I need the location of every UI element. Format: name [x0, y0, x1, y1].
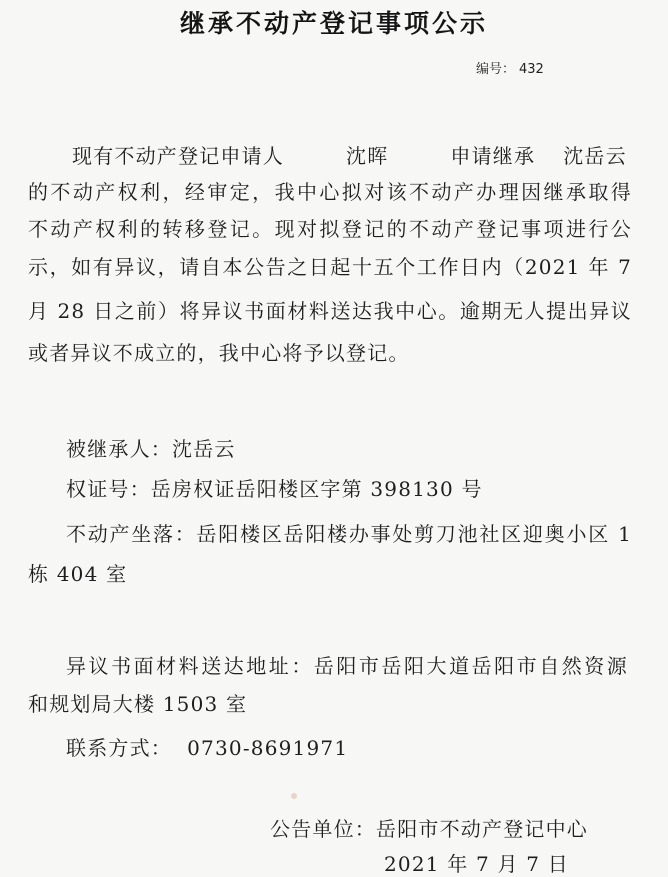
- certificate-field: 权证号：岳房权证岳阳楼区字第 398130 号: [66, 477, 483, 501]
- objection-address-line-2: 和规划局大楼 1503 室: [28, 692, 248, 716]
- applicant-name: 沈晖: [346, 144, 389, 168]
- decedent-inline: 沈岳云: [563, 144, 627, 168]
- location-field-line-2: 栋 404 室: [28, 562, 128, 586]
- body-prefix: 现有不动产登记申请人: [72, 144, 284, 168]
- body-line-3: 不动产权利的转移登记。现对拟登记的不动产登记事项进行公: [28, 217, 632, 241]
- body-line-4: 示，如有异议，请自本公告之日起十五个工作日内（2021 年 7: [28, 255, 632, 279]
- issue-date: 2021 年 7 月 7 日: [384, 852, 569, 876]
- body-mid: 申请继承: [450, 144, 536, 168]
- body-line-2: 的不动产权利，经审定，我中心拟对该不动产办理因继承取得: [28, 180, 632, 204]
- faint-stamp-mark: [291, 793, 297, 799]
- serial-label: 编号：: [476, 62, 516, 77]
- body-line-6: 或者异议不成立的，我中心将予以登记。: [28, 341, 410, 365]
- serial-value: 432: [519, 62, 544, 77]
- body-line-1: [72, 140, 632, 169]
- objection-address-line-1: 异议书面材料送达地址：岳阳市岳阳大道岳阳市自然资源: [66, 654, 628, 678]
- document-title: 继承不动产登记事项公示: [179, 9, 488, 38]
- contact-field: 联系方式： 0730-8691971: [66, 736, 349, 760]
- location-field-line-1: 不动产坐落：岳阳楼区岳阳楼办事处剪刀池社区迎奥小区 1: [66, 522, 632, 546]
- decedent-field: 被继承人：沈岳云: [66, 437, 236, 461]
- serial-number: [476, 58, 544, 77]
- issuer-field: 公告单位：岳阳市不动产登记中心: [270, 817, 588, 841]
- body-line-5: 月 28 日之前）将异议书面材料送达我中心。逾期无人提出异议: [28, 299, 632, 323]
